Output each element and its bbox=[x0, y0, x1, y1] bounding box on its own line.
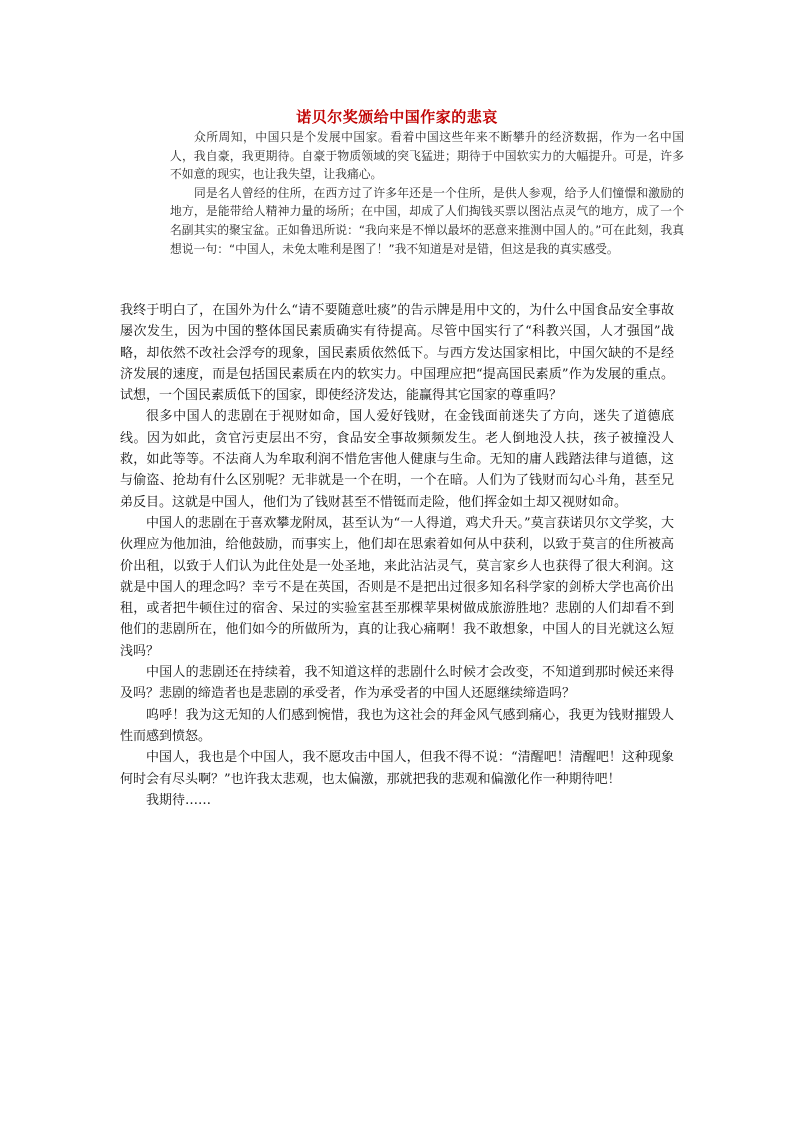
body-paragraph: 我终于明白了，在国外为什么“请不要随意吐痰”的告示牌是用中文的，为什么中国食品安全事故屡次发生，因为中国的整体国民素质确实有待提高。尽管中国实行了“科教兴国，人才强国”战略，却依然不改社会浮夸的现象，国民素质依然低下。与西方发达国家相比，中国欠缺的不是经济发展的速度，而是包括国民素质在内的软实力。中国理应把“提高国民素质”作为发展的重点。试想，一个国民素质低下的国家，即使经济发达，能赢得其它国家的尊重吗？ bbox=[120, 303, 674, 404]
scanned-paragraph: 众所周知，中国只是个发展中国家。看着中国这些年来不断攀升的经济数据，作为一名中国人，我自豪，我更期待。自豪于物质领域的突飞猛进；期待于中国软实力的大幅提升。可是，许多不如意的现实，也让我失望，让我痛心。 bbox=[170, 130, 684, 182]
scanned-excerpt-image bbox=[170, 128, 684, 293]
scanned-paragraph: 同是名人曾经的住所，在西方过了许多年还是一个住所，是供人参观，给予人们憧憬和激励的地方，是能带给人精神力量的场所；在中国，却成了人们掏钱买票以图沾点灵气的地方，成了一个名副其实的聚宝盆。正如鲁迅所说：“我向来是不惮以最坏的恶意来推测中国人的。”可在此刻，我真想说一句：“中国人，未免太唯利是图了！”我不知道是对是错，但这是我的真实感受。 bbox=[170, 185, 684, 256]
body-paragraph: 我期待…… bbox=[146, 792, 212, 808]
body-paragraph: 中国人的悲剧在于喜欢攀龙附凤，甚至认为“一人得道，鸡犬升天。”莫言获诺贝尔文学奖，大伙理应为他加油，给他鼓励，而事实上，他们却在思索着如何从中获利，以致于莫言的住所被高价出租，以致于人们认为此住处是一处圣地，来此沾沾灵气，莫言家乡人也获得了很大利润。这就是中国人的理念吗？幸亏不是在英国，否则是不是把出过很多知名科学家的剑桥大学也高价出租，或者把牛顿住过的宿舍、呆过的实验室甚至那棵苹果树做成旅游胜地？悲剧的人们却看不到他们的悲剧所在，他们如今的所做所为，真的让我心痛啊！我不敢想象，中国人的目光就这么短浅吗？ bbox=[120, 515, 674, 659]
body-text bbox=[120, 300, 674, 811]
body-paragraph: 很多中国人的悲剧在于视财如命，国人爱好钱财，在金钱面前迷失了方向，迷失了道德底线。因为如此，贪官污吏层出不穷，食品安全事故频频发生。老人倒地没人扶，孩子被撞没人救，如此等等。不法商人为牟取利润不惜危害他人健康与生命。无知的庸人践踏法律与道德，这与偷盗、抢劫有什么区别呢？无非就是一个在明，一个在暗。人们为了钱财而勾心斗角，甚至兄弟反目。这就是中国人，他们为了钱财甚至不惜铤而走险，他们挥金如土却又视财如命。 bbox=[120, 409, 674, 510]
document-title: 诺贝尔奖颁给中国作家的悲哀 bbox=[296, 108, 498, 126]
body-paragraph: 中国人，我也是个中国人，我不愿攻击中国人，但我不得不说：“清醒吧！清醒吧！这种现象何时会有尽头啊？”也许我太悲观，也太偏激，那就把我的悲观和偏激化作一种期待吧！ bbox=[120, 750, 674, 787]
body-paragraph: 呜呼！我为这无知的人们感到惋惜，我也为这社会的拜金风气感到痛心，我更为钱财摧毁人性而感到愤怒。 bbox=[120, 707, 674, 744]
body-paragraph: 中国人的悲剧还在持续着，我不知道这样的悲剧什么时候才会改变，不知道到那时候还来得及吗？悲剧的缔造者也是悲剧的承受者，作为承受者的中国人还愿继续缔造吗？ bbox=[120, 665, 674, 702]
